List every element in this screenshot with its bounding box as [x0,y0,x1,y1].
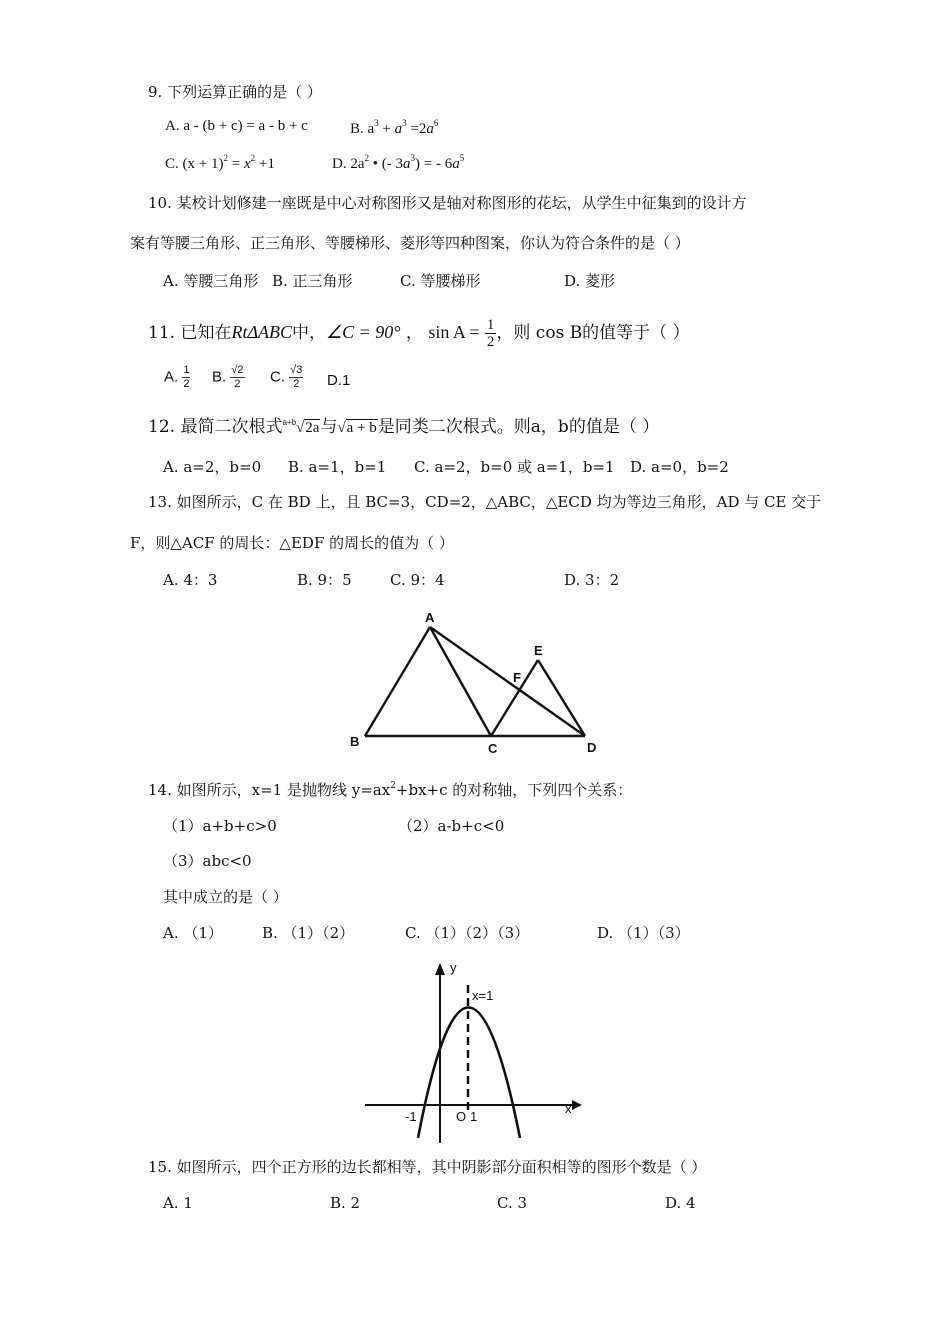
q11-option-d: D.1 [327,372,351,389]
q13-option-a: A. 4：3 [163,571,218,589]
q9-stem: 9. 下列运算正确的是（ ） [148,83,322,101]
q12-stem: 12. 最简二次根式$^{a+b}$√2a与√a + b是同类二次根式。则a，b的值是（ ） [148,417,660,437]
q10-option-a: A. 等腰三角形 [163,272,259,290]
q10-line-2: 案有等腰三角形、正三角形、等腰梯形、菱形等四种图案，你认为符合条件的是（ ） [130,234,690,252]
q14-question: 其中成立的是（ ） [163,888,288,906]
segment-ad [430,627,585,736]
q9-option-d: D. $2a^2$ • (- $3a^3$) = - $6a^5$ [332,153,465,172]
label-b: B [350,734,360,749]
label-e: E [534,643,543,658]
q10-option-d: D. 菱形 [564,272,616,290]
y-axis-arrow [435,963,445,975]
q11-stem: 11. 已知在RtΔABC中，∠C = 90° ， sin A = $\frac{1}{2}$ ，则 cos B的值等于（ ） [148,317,690,350]
q15-option-d: D. 4 [665,1194,696,1212]
q10-option-b: B. 正三角形 [272,272,353,290]
q13-option-c: C. 9：4 [390,571,445,589]
q15-option-a: A. 1 [163,1194,193,1212]
label-d: D [587,740,597,755]
q11-option-b: B. $\frac{√2}{2}$ [212,364,244,390]
segment-ed [538,660,585,736]
label-neg-one: -1 [405,1109,417,1124]
q11-option-a: A. $\frac{1}{2}$ [164,364,190,390]
q13-option-b: B. 9：5 [297,571,352,589]
q9-option-c: C. $(x + 1)^2 = x^2 +1$ [165,153,275,172]
q14-stem: 14. 如图所示，x=1 是抛物线 $y=ax^2+bx+c$ 的对称轴，下列四个关系： [148,781,633,799]
label-symmetry-axis: x=1 [472,988,494,1003]
q15-option-c: C. 3 [497,1194,528,1212]
label-origin: O [456,1109,467,1124]
q9-option-a: A. a - (b + c) = a - b + c [165,118,308,134]
q12-option-d: D. a=0，b=2 [630,458,729,476]
q15-stem: 15. 如图所示，四个正方形的边长都相等，其中阴影部分面积相等的图形个数是（ ） [148,1158,707,1176]
triangle-figure [340,605,610,760]
label-a: A [425,610,435,625]
q13-line-1: 13. 如图所示，C 在 BD 上，且 BC=3，CD=2，△ABC，△ECD 均为等边三角形，AD 与 CE 交于 [148,493,822,511]
q10-line-1: 10. 某校计划修建一座既是中心对称图形又是轴对称图形的花坛，从学生中征集到的设计方 [148,194,747,212]
q15-option-b: B. 2 [330,1194,361,1212]
q14-relation-3: （3）abc<0 [163,852,252,870]
q14-option-c: C. （1）（2）（3） [405,924,530,942]
q11-option-c: C. $\frac{√3}{2}$ [270,364,303,390]
q14-option-b: B. （1）（2） [262,924,355,942]
parabola-figure [360,955,590,1145]
label-f: F [513,670,521,685]
q14-relation-1: （1）a+b+c>0 [163,817,277,835]
label-one: 1 [470,1109,478,1124]
q12-option-c: C. a=2，b=0 或 a=1，b=1 [414,458,615,476]
q12-option-b: B. a=1，b=1 [288,458,387,476]
q9-option-b: B. $a^3 + a^3 =2a^6$ [350,118,439,137]
label-x: x [565,1101,572,1116]
q10-option-c: C. 等腰梯形 [400,272,481,290]
q12-option-a: A. a=2，b=0 [163,458,262,476]
q14-relation-2: （2）a-b+c<0 [398,817,505,835]
q14-option-d: D. （1）（3） [597,924,690,942]
q14-option-a: A. （1） [163,924,223,942]
label-y: y [450,960,457,975]
segment-ac [430,627,491,736]
label-c: C [488,741,498,756]
q13-line-2: F，则△ACF 的周长：△EDF 的周长的值为（ ） [130,534,454,552]
segment-ab [365,627,430,736]
q13-option-d: D. 3：2 [564,571,620,589]
x-axis-arrow [572,1100,582,1110]
